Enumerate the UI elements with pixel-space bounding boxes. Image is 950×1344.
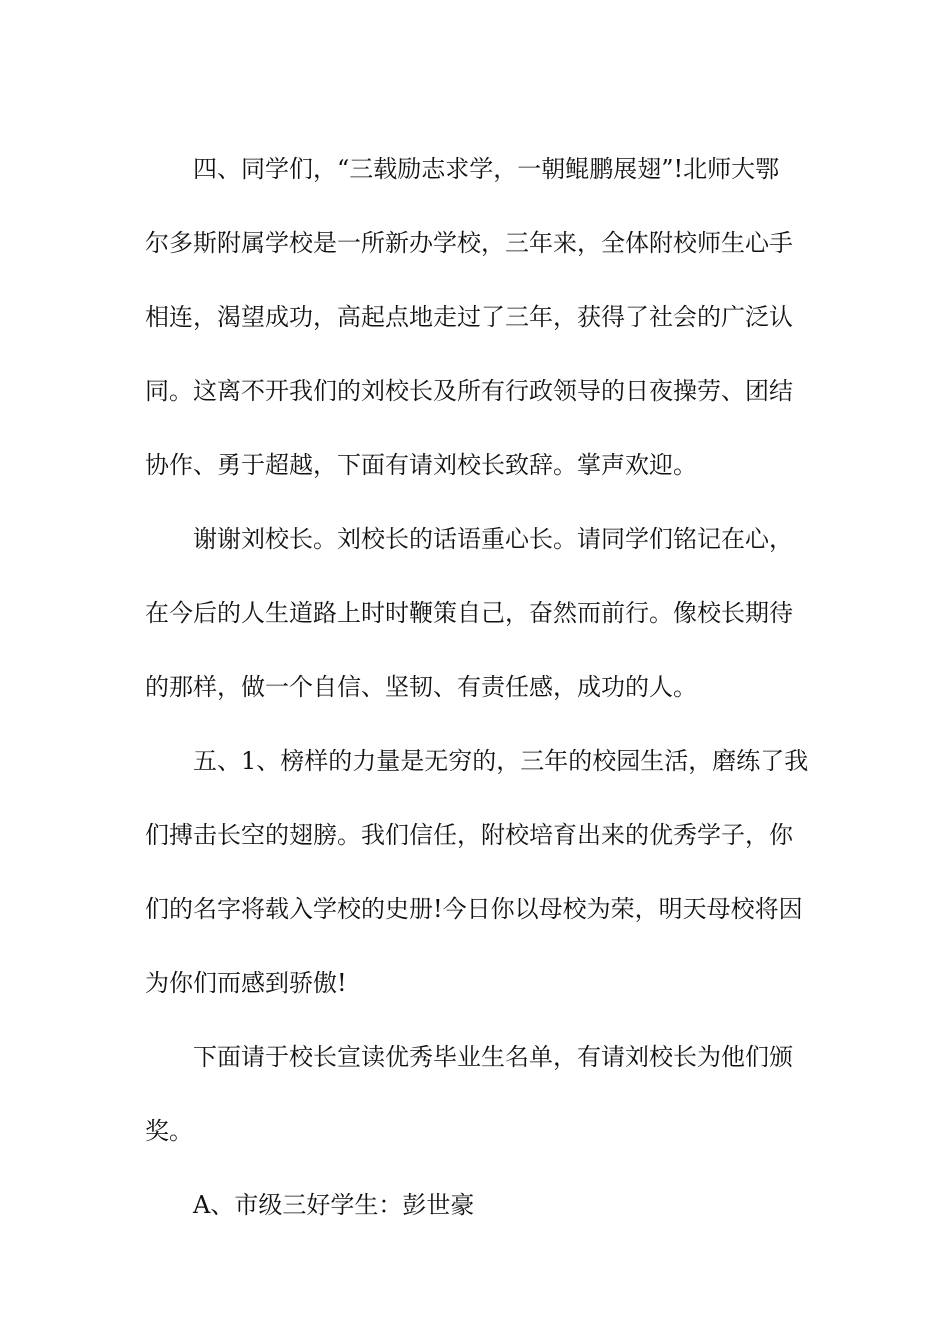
paragraph-3-line-3: 们的名字将载入学校的史册!今日你以母校为荣，明天母校将因 [145, 895, 803, 923]
paragraph-4-line-1: 下面请于校长宣读优秀毕业生名单，有请刘校长为他们颁 [193, 1043, 793, 1071]
paragraph-2 [145, 502, 807, 724]
paragraph-3-line-1: 五、1、榜样的力量是无穷的，三年的校园生活，磨练了我 [193, 747, 809, 775]
paragraph-5 [145, 1168, 807, 1242]
document-body [145, 132, 807, 1242]
paragraph-3-line-4: 为你们而感到骄傲! [145, 969, 347, 997]
paragraph-2-line-1: 谢谢刘校长。刘校长的话语重心长。请同学们铭记在心， [193, 525, 793, 553]
paragraph-2-line-2: 在今后的人生道路上时时鞭策自己，奋然而前行。像校长期待 [145, 599, 793, 627]
paragraph-1-line-4: 同。这离不开我们的刘校长及所有行政领导的日夜操劳、团结 [145, 377, 793, 405]
paragraph-4 [145, 1020, 807, 1168]
paragraph-2-line-3: 的那样，做一个自信、坚韧、有责任感，成功的人。 [145, 673, 697, 701]
paragraph-5-line-1: A、市级三好学生：彭世豪 [193, 1191, 475, 1219]
paragraph-1 [145, 132, 807, 502]
paragraph-3 [145, 724, 807, 1020]
paragraph-1-line-5: 协作、勇于超越，下面有请刘校长致辞。掌声欢迎。 [145, 451, 697, 479]
paragraph-1-line-1: 四、同学们，“三载励志求学，一朝鲲鹏展翅”!北师大鄂 [193, 155, 780, 183]
paragraph-1-line-2: 尔多斯附属学校是一所新办学校，三年来，全体附校师生心手 [145, 229, 793, 257]
paragraph-4-line-2: 奖。 [145, 1117, 193, 1145]
paragraph-3-line-2: 们搏击长空的翅膀。我们信任，附校培育出来的优秀学子，你 [145, 821, 793, 849]
paragraph-1-line-3: 相连，渴望成功，高起点地走过了三年，获得了社会的广泛认 [145, 303, 793, 331]
